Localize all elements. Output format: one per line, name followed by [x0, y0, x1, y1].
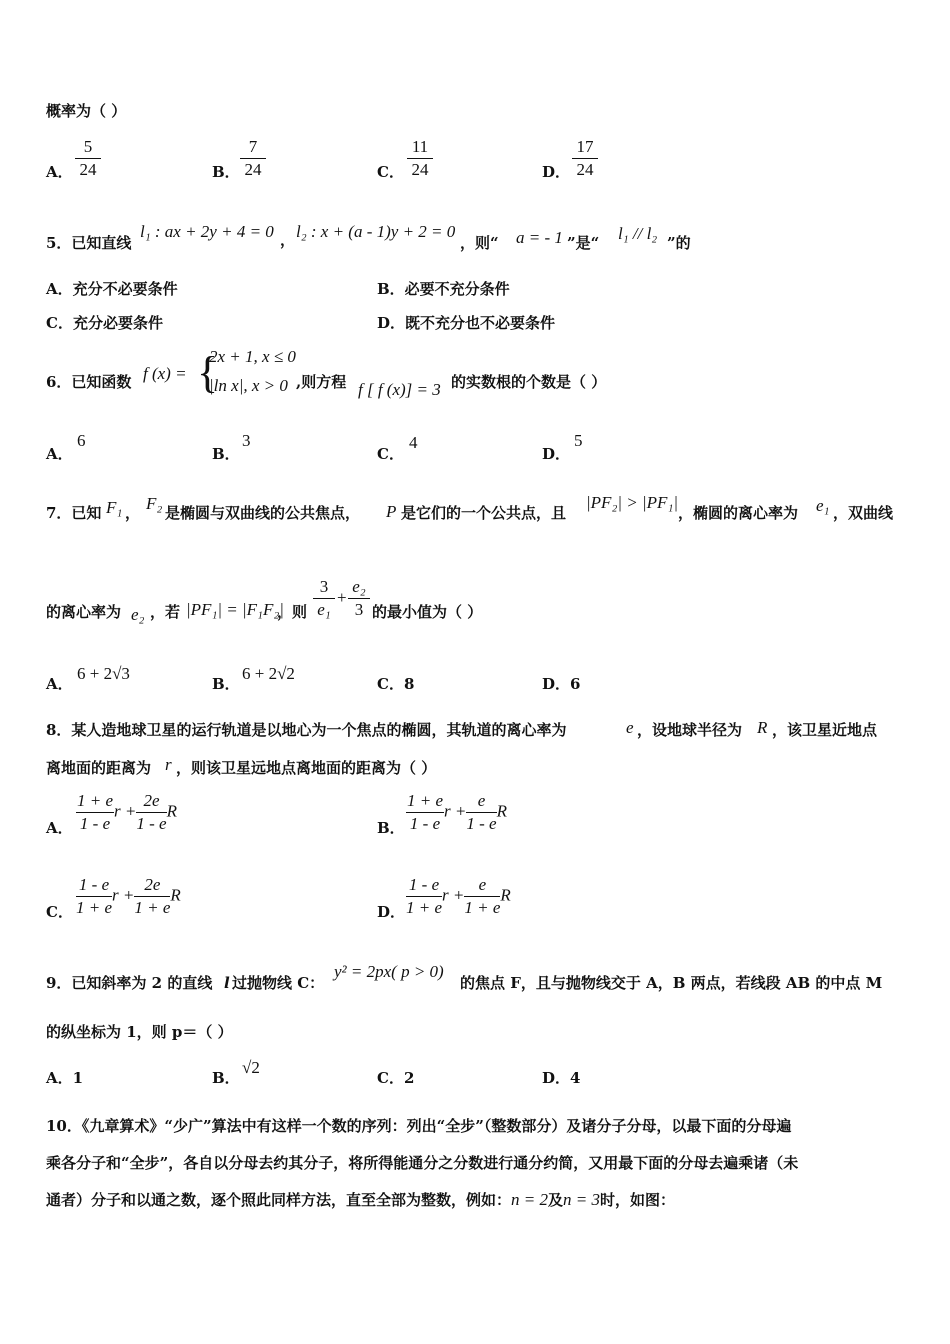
q8-option-c-d1: 1 + e: [76, 898, 113, 917]
q7-fraction-2: [348, 576, 370, 621]
q8-R: R: [757, 718, 768, 737]
q7-fraction-1-den: e₁: [317, 600, 331, 619]
q8-option-a-frac2: [136, 790, 166, 835]
q9-option-a: [46, 1068, 83, 1088]
q8-option-b-frac1: [406, 790, 444, 835]
q6-option-c-label: C．: [377, 445, 404, 463]
q7-option-c-value: 8: [403, 675, 415, 693]
q7-focus-f2: F₂: [146, 494, 163, 513]
q7-plus: +: [337, 588, 347, 607]
q7-fraction-1-num: 3: [313, 576, 335, 599]
q7-option-b-value: 6 + 2√2: [242, 664, 295, 683]
q8-option-d-d2: 1 + e: [464, 898, 501, 917]
q8-option-b-frac2: [466, 790, 496, 835]
q7-option-a-value: 6 + 2√3: [77, 664, 130, 683]
q7-text-4: ，双曲线: [833, 504, 894, 522]
q8-option-c-d2: 1 + e: [134, 898, 171, 917]
q10-line2: 乘各分子和“全步”，各自以分母去约其分子，将所得能通分之分数进行通分约简，又用最下面的分母去遍乘诸（未: [46, 1154, 799, 1172]
q4-option-c-fraction: [407, 136, 433, 181]
q8-option-a-label: A．: [46, 819, 73, 837]
q5-line-l1: l₁ : ax + 2y + 4 = 0: [140, 222, 274, 241]
q8-option-d-frac1: [406, 874, 442, 919]
q10-line3-a: 通者）分子和以通之数，逐个照此同样方法，直至全部为整数，例如：: [46, 1191, 512, 1209]
q7-fraction-2-den: 3: [354, 600, 364, 619]
q6-equation: f [ f (x)] = 3: [358, 380, 441, 399]
q9-option-d: [542, 1068, 580, 1088]
q7-line2-d: 的最小值为（ ）: [372, 603, 483, 621]
q9-line2: 的纵坐标为 1，则 p＝（ ）: [46, 1023, 233, 1041]
q6-brace: {: [197, 348, 219, 397]
q4-option-d-den: 24: [576, 160, 594, 179]
q9-option-a-label: A．: [46, 1069, 73, 1087]
q4-option-b-fraction: [240, 136, 266, 181]
q7-fraction-2-num: e₂: [348, 576, 370, 599]
q8-option-a-v1: r +: [114, 801, 137, 821]
q8-option-b-n1: 1 + e: [406, 790, 444, 813]
q7-option-b-label: B．: [212, 675, 240, 693]
q9-parabola-equation: y² = 2px( p > 0): [334, 962, 444, 981]
q10-n2: n = 2: [511, 1190, 548, 1209]
q8-option-c-n2: 2e: [134, 874, 170, 897]
q8-option-a-v2: R: [166, 801, 177, 821]
q4-option-b-label: B．: [212, 163, 240, 181]
q4-option-b-den: 24: [244, 160, 262, 179]
q8-line1-a: 8．某人造地球卫星的运行轨道是以地心为一个焦点的椭圆，其轨道的离心率为: [46, 721, 567, 739]
q6-end: 的实数根的个数是（ ）: [451, 373, 607, 391]
q4-option-d-num: 17: [572, 136, 598, 159]
q8-option-a-d2: 1 - e: [136, 814, 167, 833]
q4-option-c-den: 24: [411, 160, 429, 179]
q10-n3: n = 3: [563, 1190, 600, 1209]
q6-mid: ,则方程: [296, 373, 347, 391]
q9-option-c: [377, 1068, 414, 1088]
q9-prefix: 9．已知斜率为 2 的直线: [46, 974, 213, 992]
q5-prefix: 5．已知直线: [46, 234, 132, 252]
q5-end: ”的: [667, 234, 691, 252]
q8-option-d-expr: [406, 874, 511, 919]
q8-option-b-d1: 1 - e: [409, 814, 441, 833]
q8-option-b-expr: [406, 790, 507, 835]
q6-option-a-value: 6: [77, 431, 86, 450]
q7-point-p: P: [386, 502, 397, 521]
q4-option-a-label: A．: [46, 163, 73, 181]
q7-text-1: 是椭圆与双曲线的公共焦点，: [165, 504, 361, 522]
q8-option-d-label: D．: [377, 903, 406, 921]
q8-option-a-frac1: [76, 790, 114, 835]
q7-option-a-label: A．: [46, 675, 73, 693]
q8-option-a-n1: 1 + e: [76, 790, 114, 813]
q5-mid2: ”是“: [567, 234, 600, 252]
q8-r: r: [165, 755, 172, 774]
q10-line1: 10．《九章算术》“少广”算法中有这样一个数的序列：列出“全步”（整数部分）及诸分子分母，以最下面的分母遍: [46, 1117, 792, 1135]
q6-option-d-value: 5: [574, 431, 583, 450]
q7-line2-c: ，则: [277, 603, 308, 621]
q7-option-d-label: D．: [542, 675, 571, 693]
q9-option-a-value: 1: [72, 1069, 84, 1087]
q8-option-c-expr: [76, 874, 181, 919]
q8-option-c-frac2: [134, 874, 170, 919]
q8-option-d-n1: 1 - e: [406, 874, 442, 897]
q6-option-c-value: 4: [409, 433, 418, 452]
q10-line3-b: 时，如图：: [600, 1191, 676, 1209]
q9-option-d-label: D．: [542, 1069, 571, 1087]
q4-option-d-label: D．: [542, 163, 571, 181]
q8-option-d-d1: 1 + e: [406, 898, 443, 917]
q7-focus-f1: F₁: [106, 498, 123, 517]
q7-fraction-1: [313, 576, 335, 621]
q8-e: e: [626, 718, 634, 737]
q5-condition: a = - 1: [516, 228, 563, 247]
q7-option-c-label: C．: [377, 675, 404, 693]
q7-option-c: [377, 674, 414, 694]
q4-option-d-fraction: [572, 136, 598, 181]
q9-mid: 过抛物线 C：: [232, 974, 325, 992]
q6-option-b-label: B．: [212, 445, 240, 463]
q6-prefix: 6．已知函数: [46, 373, 132, 391]
q8-option-a-n2: 2e: [136, 790, 166, 813]
q7-option-d-value: 6: [570, 675, 581, 693]
q8-option-b-v1: r +: [444, 801, 467, 821]
q7-text-2: 是它们的一个公共点，且: [401, 504, 567, 522]
q8-line2-b: ，则该卫星远地点离地面的距离为（ ）: [176, 759, 437, 777]
q7-e1: e₁: [816, 496, 830, 515]
q10-line3: [46, 1190, 675, 1210]
q8-line1-c: ，该卫星近地点: [772, 721, 878, 739]
q9-option-b-value: √2: [242, 1058, 260, 1077]
q4-option-c-num: 11: [407, 136, 433, 159]
q8-option-a-expr: [76, 790, 177, 835]
q5-option-c: C．充分必要条件: [46, 314, 163, 332]
q5-comma: ，: [280, 231, 296, 249]
q9-option-c-label: C．: [377, 1069, 404, 1087]
q8-option-b-v2: R: [496, 801, 507, 821]
q9-option-d-value: 4: [570, 1069, 581, 1087]
q8-option-d-v1: r +: [442, 885, 465, 905]
q5-mid1: ，则“: [460, 234, 499, 252]
q4-option-a-den: 24: [79, 160, 97, 179]
q7-line2-a: 的离心率为: [46, 603, 122, 621]
q8-line1-b: ，设地球半径为: [637, 721, 743, 739]
q6-case-2: |ln x|, x > 0: [209, 376, 288, 395]
q8-option-d-v2: R: [500, 885, 511, 905]
q9-option-b-label: B．: [212, 1069, 240, 1087]
q8-option-c-frac1: [76, 874, 112, 919]
q4-option-a-fraction: [75, 136, 101, 181]
q8-option-c-v1: r +: [112, 885, 135, 905]
q7-prefix: 7．已知: [46, 504, 102, 522]
q5-parallel: l₁ // l₂: [618, 224, 658, 243]
q8-option-b-d2: 1 - e: [466, 814, 497, 833]
q5-line-l2: l₂ : x + (a - 1)y + 2 = 0: [296, 222, 456, 241]
q8-option-d-n2: e: [464, 874, 500, 897]
q7-e2: e₂: [131, 605, 145, 624]
q8-option-a-d1: 1 - e: [79, 814, 111, 833]
q8-line2-a: 离地面的距离为: [46, 759, 152, 777]
q8-option-b-n2: e: [466, 790, 496, 813]
q6-option-d-label: D．: [542, 445, 571, 463]
q8-option-b-label: B．: [377, 819, 405, 837]
q8-option-c-label: C．: [46, 903, 73, 921]
q6-option-a-label: A．: [46, 445, 73, 463]
q8-option-d-frac2: [464, 874, 500, 919]
q6-function-name: f (x) =: [143, 364, 187, 383]
q9-line-l: l: [224, 974, 230, 992]
q8-option-c-n1: 1 - e: [76, 874, 112, 897]
q4-option-c-label: C．: [377, 163, 404, 181]
q6-option-b-value: 3: [242, 431, 251, 450]
q4-tail-text: 概率为（ ）: [46, 102, 127, 120]
q10-and: 及: [548, 1191, 564, 1209]
q7-line2-b: ，若: [150, 603, 181, 621]
q5-option-a: A．充分不必要条件: [46, 280, 178, 298]
q8-option-c-v2: R: [170, 885, 181, 905]
q6-case-1: 2x + 1, x ≤ 0: [209, 347, 296, 366]
q5-option-b: B．必要不充分条件: [377, 280, 510, 298]
q7-inequality: |PF₂| > |PF₁|: [586, 493, 679, 512]
q7-equation: |PF₁| = |F₁F₂|: [186, 600, 284, 619]
q7-text-3: ，椭圆的离心率为: [678, 504, 799, 522]
q5-option-d: D．既不充分也不必要条件: [377, 314, 556, 332]
q4-option-a-num: 5: [75, 136, 101, 159]
q7-comma: ，: [125, 504, 141, 522]
q4-option-b-num: 7: [240, 136, 266, 159]
q7-option-d: [542, 674, 580, 694]
q9-end: 的焦点 F，且与抛物线交于 A，B 两点，若线段 AB 的中点 M: [460, 974, 883, 992]
q9-option-c-value: 2: [403, 1069, 415, 1087]
